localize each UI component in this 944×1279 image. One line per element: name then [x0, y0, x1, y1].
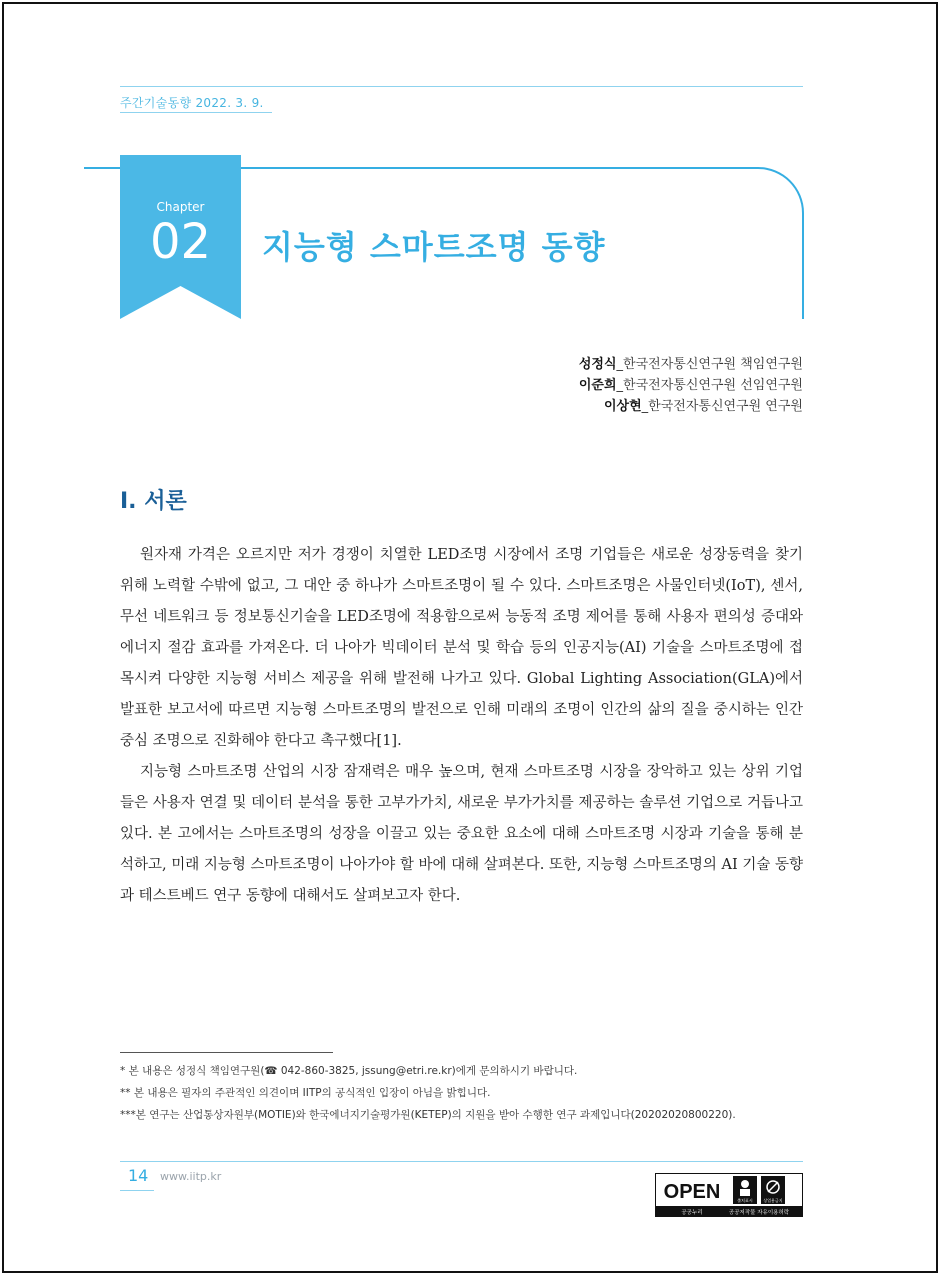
author-line	[579, 354, 803, 375]
section-heading: I. 서론	[120, 489, 187, 514]
author-name: 이준희	[578, 378, 617, 393]
license-icon1-label: 출처표시	[737, 1198, 753, 1203]
chapter-line-curve	[706, 167, 804, 319]
author-affiliation: _한국전자통신연구원 책임연구원	[616, 357, 803, 372]
author-affiliation: _한국전자통신연구원 연구원	[641, 399, 803, 414]
author-affiliation: _한국전자통신연구원 선임연구원	[616, 378, 803, 393]
paragraph: 지능형 스마트조명 산업의 시장 잠재력은 매우 높으며, 현재 스마트조명 시장을 장악하고 있는 상위 기업들은 사용자 연결 및 데이터 분석을 통한 고부가가치, 새로운 부가가치를 제공하는 솔루션 기업으로 거듭나고 있다. 본 고에서는 스마트조명의 성장을 이끌고 있는 중요한 요소에 대해 스마트조명 시장과 기술을 통해 분석하고, 미래 지능형 스마트조명이 나아가야 할 바에 대해 살펴본다. 또한, 지능형 스마트조명의 AI 기술 동향과 테스트베드 연구 동향에 대해서도 살펴보고자 한다.	[120, 764, 803, 904]
footnote: ***본 연구는 산업통상자원부(MOTIE)와 한국에너지기술평가원(KETEP)의 지원을 받아 수행한 연구 과제입니다(20202020800220).	[120, 1109, 736, 1121]
chapter-label: Chapter	[156, 200, 205, 214]
license-sub-right: 공공저작물 자유이용허락	[728, 1210, 790, 1216]
footer-rule	[120, 1161, 803, 1162]
page-number: 14	[128, 1166, 149, 1185]
footnote: * 본 내용은 성정식 책임연구원(☎ 042-860-3825, jssung@etri.re.kr)에게 문의하시기 바랍니다.	[120, 1065, 578, 1077]
footnote: ** 본 내용은 필자의 주관적인 의견이며 IITP의 공식적인 입장이 아님을 밝힙니다.	[120, 1087, 491, 1099]
footnotes	[120, 1060, 736, 1126]
license-sub-left: 공공누리	[681, 1210, 703, 1216]
license-icon2-label: 상업용금지	[763, 1198, 783, 1203]
header-rule	[120, 86, 803, 87]
journal-header: 주간기술동향 2022. 3. 9.	[120, 96, 264, 110]
footer-site[interactable]: www.iitp.kr	[160, 1170, 222, 1183]
paragraph: 원자재 가격은 오르지만 저가 경쟁이 치열한 LED조명 시장에서 조명 기업들은 새로운 성장동력을 찾기 위해 노력할 수밖에 없고, 그 대안 중 하나가 스마트조명이 될 수 있다. 스마트조명은 사물인터넷(IoT), 센서, 무선 네트워크 등 정보통신기술을 LED조명에 적용함으로써 능동적 조명 제어를 통해 사용자 편의성 증대와 에너지 절감 효과를 가져온다. 더 나아가 빅데이터 분석 및 학습 등의 인공지능(AI) 기술을 스마트조명에 접목시켜 다양한 지능형 서비스 제공을 위해 발전해 나가고 있다. Global Lighting Association(GLA)에서 발표한 보고서에 따르면 지능형 스마트조명의 발전으로 인해 미래의 조명이 인간의 삶의 질을 중시하는 인간 중심 조명으로 진화해야 한다고 촉구했다[1].	[120, 547, 803, 749]
author-list	[579, 354, 803, 417]
chapter-number: 02	[149, 214, 212, 270]
license-open-text: OPEN	[663, 1181, 721, 1203]
header-underline	[120, 112, 272, 113]
author-name: 이상현	[603, 399, 642, 414]
author-name: 성정식	[578, 357, 617, 372]
page-number-underline	[120, 1190, 154, 1191]
footnote-rule	[120, 1052, 333, 1053]
open-license-badge	[655, 1173, 803, 1217]
author-line	[579, 375, 803, 396]
chapter-title: 지능형 스마트조명 동향	[262, 228, 606, 266]
body-text	[120, 540, 803, 912]
author-line	[579, 396, 803, 417]
